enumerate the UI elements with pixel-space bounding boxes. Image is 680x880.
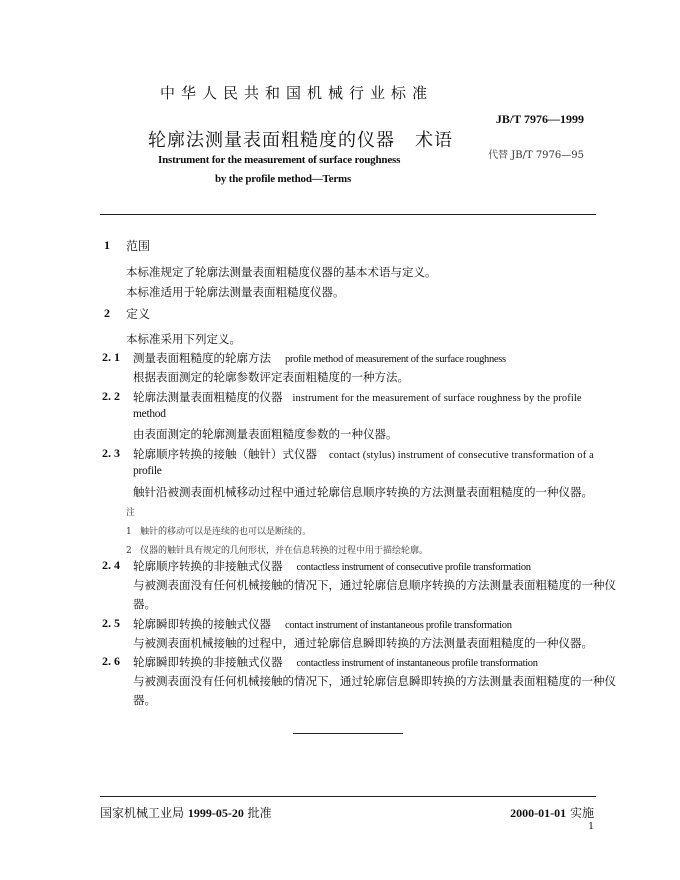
footer-approve-date: 1999-05-20 (187, 806, 244, 820)
footer-effective (510, 804, 594, 821)
item-2-4-definition-line2: 器。 (133, 597, 156, 611)
item-2-3-term-en: contact (stylus) instrument of consecutive transformation of a (329, 450, 594, 461)
item-2-5-term-en: contact instrument of instantaneous profile transformation (285, 620, 512, 631)
item-2-5-definition: 与被测表面机械接触的过程中，通过轮廓信息瞬即转换的方法测量表面粗糙度的一种仪器。 (133, 636, 593, 650)
item-2-6-term (133, 654, 538, 670)
section-2-intro: 本标准采用下列定义。 (126, 332, 241, 346)
section-1-number: 1 (104, 238, 110, 252)
title-chinese-suffix: 术语 (415, 130, 453, 151)
title-chinese-main: 轮廓法测量表面粗糙度的仪器 (148, 130, 395, 151)
footer-divider (100, 796, 596, 797)
title-chinese (148, 126, 453, 152)
item-2-3-note-label: 注 (126, 508, 136, 518)
item-2-1-definition: 根据表面测定的轮廓参数评定表面粗糙度的一种方法。 (133, 370, 409, 384)
footer-issuer: 国家机械工业局 (100, 806, 185, 820)
footer-approval (100, 804, 272, 821)
header-divider (100, 214, 596, 215)
title-english-line1: Instrument for the measurement of surface roughness (158, 154, 401, 166)
item-2-3-term (133, 446, 594, 462)
section-2-number: 2 (104, 306, 110, 320)
standard-number: JB/T 7976—1999 (495, 112, 584, 126)
item-2-1-number: 2. 1 (102, 350, 120, 364)
item-2-3-definition: 触针沿被测表面机械移动过程中通过轮廓信息顺序转换的方法测量表面粗糙度的一种仪器。 (133, 485, 593, 499)
item-2-1-term (133, 350, 506, 366)
section-1-paragraph-2: 本标准适用于轮廓法测量表面粗糙度仪器。 (126, 285, 345, 299)
section-1-paragraph-1: 本标准规定了轮廓法测量表面粗糙度仪器的基本术语与定义。 (126, 265, 437, 279)
item-2-2-term (133, 389, 582, 405)
replaces-standard: 代替 JB/T 7976—95 (488, 150, 584, 161)
footer-effective-label: 实施 (569, 806, 594, 820)
item-2-4-definition-line1: 与被测表面没有任何机械接触的情况下，通过轮廓信息顺序转换的方法测量表面粗糙度的一种仪 (133, 578, 616, 592)
title-english-line2: by the profile method—Terms (215, 173, 352, 185)
item-2-2-term-en-cont: method (133, 408, 166, 420)
item-2-3-term-cn: 轮廓顺序转换的接触（触针）式仪器 (133, 447, 317, 461)
item-2-3-note-2 (126, 543, 428, 556)
item-2-6-term-en: contactless instrument of instantaneous profile transformation (296, 658, 538, 669)
note-2-text: 仪器的触针具有规定的几何形状，并在信息转换的过程中用于描绘轮廓。 (140, 546, 429, 556)
item-2-4-term-cn: 轮廓顺序转换的非接触式仪器 (133, 559, 283, 573)
note-1-number: 1 (126, 527, 132, 537)
item-2-2-term-cn: 轮廓法测量表面粗糙度的仪器 (133, 390, 283, 404)
item-2-6-number: 2. 6 (102, 654, 120, 668)
item-2-3-term-en-cont: profile (133, 465, 162, 477)
item-2-6-definition-line2: 器。 (133, 693, 156, 707)
item-2-5-term-cn: 轮廓瞬即转换的接触式仪器 (133, 617, 271, 631)
footer-effective-date: 2000-01-01 (510, 806, 567, 820)
item-2-6-term-cn: 轮廓瞬即转换的非接触式仪器 (133, 655, 283, 669)
section-2-title: 定义 (126, 307, 151, 321)
footer-approve-label: 批准 (247, 806, 272, 820)
item-2-2-term-en: instrument for the measurement of surface roughness by the profile (292, 393, 582, 404)
item-2-1-term-cn: 测量表面粗糙度的轮廓方法 (133, 351, 271, 365)
item-2-6-definition-line1: 与被测表面没有任何机械接触的情况下，通过轮廓信息瞬即转换的方法测量表面粗糙度的一种仪 (133, 674, 616, 688)
standard-organization: 中华人民共和国机械行业标准 (160, 84, 434, 102)
item-2-5-number: 2. 5 (102, 616, 120, 630)
item-2-3-number: 2. 3 (102, 446, 120, 460)
item-2-1-term-en: profile method of measurement of the surface roughness (285, 354, 506, 365)
item-2-2-definition: 由表面测定的轮廓测量表面粗糙度参数的一种仪器。 (133, 427, 398, 441)
page-number: 1 (588, 822, 594, 832)
end-of-text-rule (293, 733, 403, 734)
item-2-5-term (133, 616, 512, 632)
note-2-number: 2 (126, 546, 132, 556)
section-1-title: 范围 (126, 239, 151, 253)
item-2-3-note-1 (126, 524, 311, 537)
item-2-4-term-en: contactless instrument of consecutive profile transformation (296, 562, 531, 573)
item-2-4-number: 2. 4 (102, 558, 120, 572)
note-1-text: 触针的移动可以是连续的也可以是断续的。 (140, 527, 312, 537)
item-2-2-number: 2. 2 (102, 389, 120, 403)
item-2-4-term (133, 558, 531, 574)
